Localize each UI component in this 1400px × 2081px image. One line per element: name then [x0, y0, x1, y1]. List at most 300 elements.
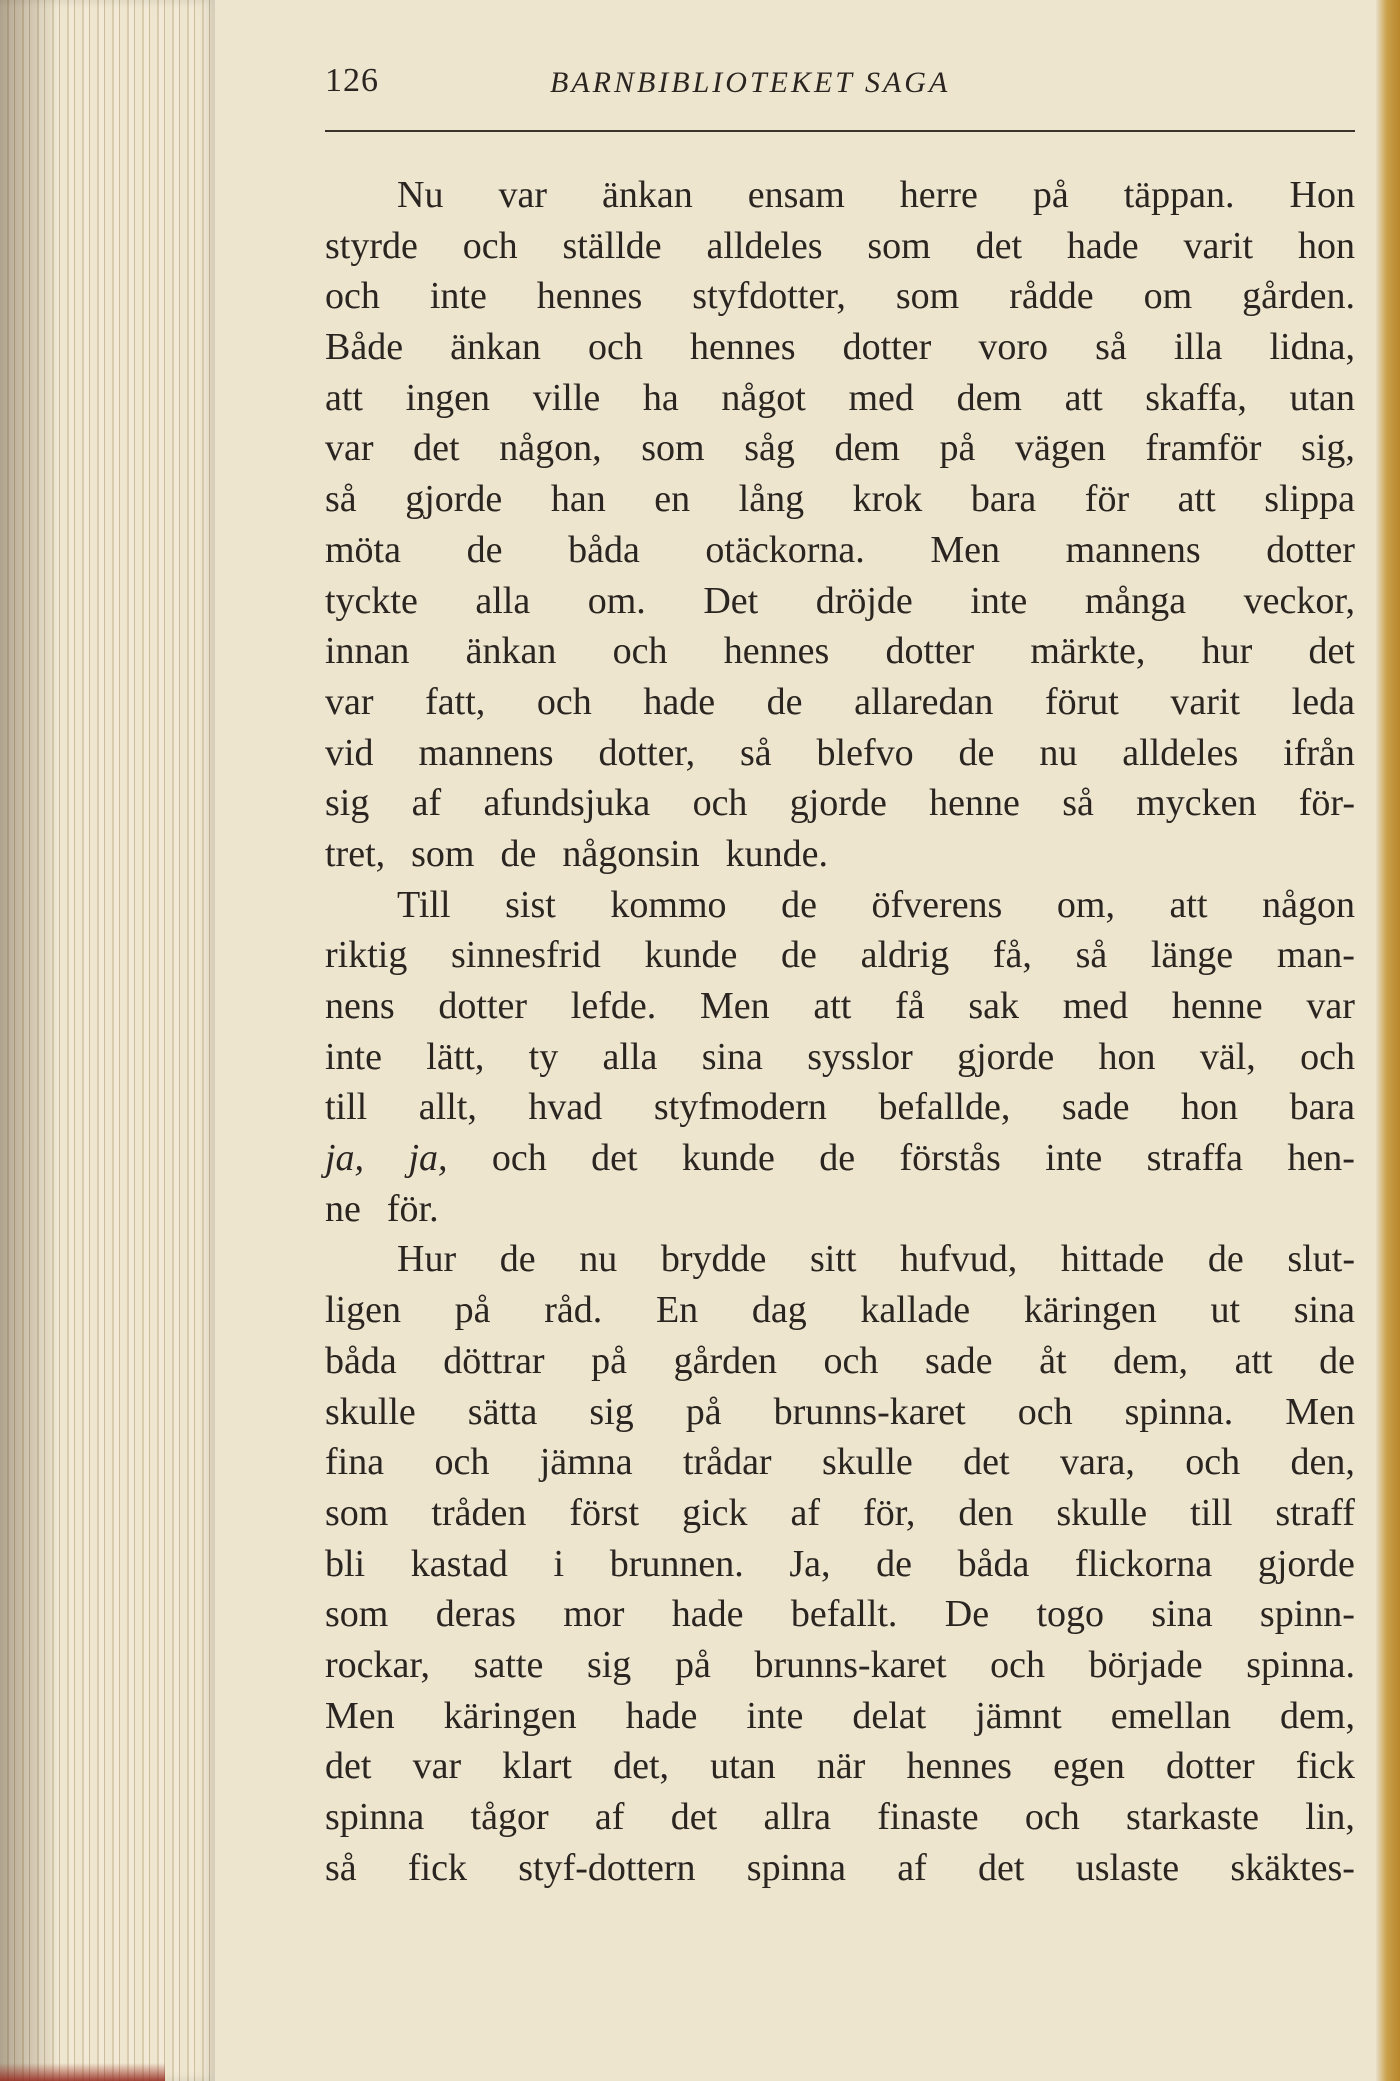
text-line: [325, 1843, 1355, 1894]
word: att: [325, 376, 363, 419]
word: att: [1234, 1339, 1273, 1382]
word: änkan: [465, 630, 557, 673]
text-line: [325, 1082, 1355, 1133]
word: fatt,: [425, 680, 486, 723]
word: voro: [978, 326, 1048, 369]
word: de: [1207, 1238, 1244, 1281]
word: på: [591, 1339, 628, 1382]
word: alldeles: [1122, 731, 1239, 774]
word: allaredan: [854, 680, 994, 723]
word: hufvud,: [900, 1238, 1018, 1281]
word: finaste: [877, 1796, 979, 1838]
word: de: [819, 1137, 856, 1180]
word: hon: [1098, 1035, 1156, 1078]
word: det: [1308, 630, 1355, 673]
text-line: [325, 1336, 1355, 1387]
word: det: [591, 1137, 638, 1180]
book-page: [215, 0, 1376, 2081]
word: inte: [746, 1694, 804, 1737]
word: spinn-: [1259, 1593, 1355, 1636]
word: såg: [744, 427, 795, 470]
text-line: [325, 474, 1355, 525]
gilt-page-edge: [1376, 0, 1400, 2081]
word: och: [823, 1339, 879, 1382]
word: öfverens: [871, 883, 1003, 926]
word: på: [454, 1289, 491, 1332]
word: fick: [407, 1846, 467, 1889]
word: Men: [1285, 1390, 1355, 1433]
word: lång: [738, 478, 805, 521]
word: emellan: [1110, 1694, 1232, 1737]
word: när: [816, 1745, 866, 1788]
word: inte: [970, 579, 1028, 622]
word: sig,: [1301, 427, 1355, 470]
word: utan: [710, 1745, 776, 1788]
word: de: [499, 1238, 536, 1281]
text-line: [325, 170, 1355, 221]
word: allt,: [418, 1086, 477, 1129]
word: kallade: [860, 1289, 971, 1332]
word: En: [655, 1289, 699, 1332]
stacked-page-edges: [0, 0, 215, 2081]
word: Till: [397, 883, 451, 926]
word: och: [491, 1137, 547, 1180]
word: allra: [763, 1796, 831, 1838]
word: alla: [602, 1035, 658, 1078]
word: de: [466, 528, 503, 571]
word: och: [990, 1643, 1046, 1686]
word: för: [1084, 478, 1130, 521]
word: dotter,: [598, 731, 696, 774]
word: leda: [1291, 680, 1355, 723]
word: ingen: [405, 376, 491, 419]
word: på: [939, 427, 976, 470]
word: att: [1177, 478, 1216, 521]
text-line: [325, 677, 1355, 728]
word: nu: [1039, 731, 1078, 774]
word: sig: [589, 1390, 634, 1433]
word: han: [550, 478, 606, 521]
word: som: [325, 1593, 389, 1636]
word: hvad: [528, 1086, 603, 1129]
word: och: [612, 630, 668, 673]
word: hennes: [536, 275, 643, 318]
word: sade: [1061, 1086, 1130, 1129]
word: och: [462, 224, 518, 267]
word: ifrån: [1283, 731, 1355, 774]
word: ensam: [747, 174, 845, 216]
word: delat: [852, 1694, 927, 1737]
word: många: [1084, 579, 1187, 622]
word: var: [498, 174, 547, 216]
word: döttrar: [443, 1339, 545, 1382]
word: och: [1300, 1035, 1355, 1078]
word: som: [641, 427, 705, 470]
word: hon: [1181, 1086, 1239, 1129]
word: Nu: [397, 174, 444, 216]
word: brunns-karet: [754, 1643, 947, 1686]
word: märkte,: [1030, 630, 1146, 673]
word: så: [1062, 782, 1094, 825]
word: deras: [435, 1593, 516, 1636]
word: som: [411, 832, 475, 875]
word: otäckorna.: [705, 528, 865, 571]
word: Hon: [1289, 174, 1355, 216]
word: innan: [325, 630, 410, 673]
word: styrde: [325, 224, 418, 267]
text-line: [325, 1792, 1355, 1843]
word: dotter: [885, 630, 975, 673]
text-line: [325, 576, 1355, 627]
word: det: [413, 427, 460, 470]
word: täppan.: [1123, 174, 1235, 216]
word: straffa: [1146, 1137, 1243, 1180]
word: spinna: [325, 1796, 425, 1838]
word: sysslor: [807, 1035, 913, 1078]
text-line: [325, 221, 1355, 272]
word: Men: [699, 985, 770, 1027]
word: fina: [325, 1441, 385, 1484]
word: lätt,: [426, 1035, 485, 1078]
word: tråden: [431, 1491, 527, 1534]
word: änkan: [601, 174, 693, 216]
word: möta: [325, 528, 401, 571]
word: satte: [473, 1643, 544, 1686]
word: bara: [970, 478, 1037, 521]
word: ligen: [325, 1289, 401, 1332]
word: hennes: [906, 1745, 1012, 1788]
word: ha: [642, 376, 679, 419]
word: gården.: [1242, 275, 1355, 318]
word: kastad: [410, 1542, 508, 1585]
word: få,: [992, 934, 1032, 977]
word: för,: [863, 1491, 916, 1534]
word: var: [412, 1745, 462, 1788]
word: om: [1143, 275, 1193, 318]
header-rule: [325, 130, 1355, 132]
word: nu: [579, 1238, 618, 1281]
word: varit: [1183, 224, 1254, 267]
word: illa: [1173, 326, 1223, 369]
text-line: [325, 880, 1355, 931]
word: dröjde: [815, 579, 913, 622]
word: var: [325, 680, 374, 723]
word: de: [876, 1542, 913, 1585]
word: båda: [325, 1339, 397, 1382]
text-line: [325, 1285, 1355, 1336]
word: flickorna: [1075, 1542, 1213, 1585]
word: hittade: [1060, 1238, 1165, 1281]
word: de: [781, 883, 817, 926]
word: sig: [586, 1643, 632, 1686]
word: lidna,: [1269, 326, 1355, 369]
word: skulle: [1056, 1491, 1148, 1534]
text-line: [325, 981, 1355, 1032]
word: och: [1024, 1796, 1080, 1838]
word: framför: [1145, 427, 1262, 470]
text-line: [325, 423, 1355, 474]
word: afundsjuka: [483, 782, 651, 825]
word: och: [536, 680, 592, 723]
word: sina: [1151, 1593, 1213, 1636]
word: kommo: [610, 883, 727, 926]
word: de: [958, 731, 995, 774]
text-line: [325, 1032, 1355, 1083]
text-line: [325, 525, 1355, 576]
text-line: [325, 626, 1355, 677]
word: den: [958, 1491, 1014, 1534]
word: skäktes-: [1230, 1846, 1355, 1889]
word: sätta: [467, 1390, 538, 1433]
word: hennes: [689, 326, 796, 369]
word: utan: [1289, 376, 1355, 419]
word: på: [1032, 174, 1069, 216]
word: väl,: [1199, 1035, 1256, 1078]
word: skulle: [325, 1390, 416, 1433]
word: riktig: [325, 934, 408, 977]
word: henne: [1171, 985, 1263, 1027]
text-line: [325, 373, 1355, 424]
word: dotter: [1266, 528, 1355, 571]
word: spinna.: [1124, 1390, 1234, 1433]
word: med: [848, 376, 914, 419]
word: dotter: [438, 985, 528, 1027]
word: till: [1190, 1491, 1233, 1534]
word: sitt: [810, 1238, 857, 1281]
word: lin,: [1305, 1796, 1355, 1838]
word: vägen: [1015, 427, 1106, 470]
word: i: [553, 1542, 565, 1585]
word: dotter: [1166, 1745, 1255, 1788]
word: spinna.: [1246, 1643, 1355, 1686]
word: började: [1088, 1643, 1203, 1686]
word: så: [325, 478, 357, 521]
word: gården: [673, 1339, 777, 1382]
text-line: [325, 1589, 1355, 1640]
word: så: [1075, 934, 1108, 977]
word: blefvo: [816, 731, 914, 774]
word: till: [325, 1086, 368, 1129]
word: brunnen.: [609, 1542, 744, 1585]
word: en: [654, 478, 691, 521]
word: få: [895, 985, 925, 1027]
word: någon,: [499, 427, 602, 470]
text-line: [325, 1184, 1355, 1235]
word: ville: [532, 376, 601, 419]
text-line: [325, 930, 1355, 981]
word: dem,: [1280, 1694, 1355, 1737]
word: som: [325, 1491, 389, 1534]
word: ja,: [325, 1137, 365, 1180]
word: så: [325, 1846, 357, 1889]
word: sina: [1293, 1289, 1355, 1332]
word: råd.: [544, 1289, 603, 1332]
word: ne: [325, 1187, 361, 1230]
word: dem: [956, 376, 1022, 419]
text-line: [325, 1437, 1355, 1488]
word: var: [325, 427, 374, 470]
word: och: [692, 782, 748, 825]
word: uslaste: [1075, 1846, 1180, 1889]
word: kunde.: [725, 832, 828, 875]
page-number: 126: [325, 62, 379, 99]
word: skaffa,: [1145, 376, 1247, 419]
word: någon: [1262, 883, 1355, 926]
word: någonsin: [562, 832, 700, 875]
word: styf-dottern: [518, 1846, 696, 1889]
word: och: [1185, 1441, 1241, 1484]
word: som: [895, 275, 960, 318]
word: bli: [325, 1542, 366, 1585]
word: hade: [625, 1694, 698, 1737]
word: något: [721, 376, 806, 419]
text-line: [325, 1133, 1355, 1184]
word: först: [569, 1491, 640, 1534]
word: klart: [502, 1745, 572, 1788]
word: gjorde: [405, 478, 503, 521]
text-line: [325, 728, 1355, 779]
word: Men: [325, 1694, 395, 1737]
word: sinnesfrid: [450, 934, 601, 977]
text-line: [325, 1691, 1355, 1742]
word: man-: [1276, 934, 1355, 977]
word: den,: [1290, 1441, 1355, 1484]
word: dag: [751, 1289, 807, 1332]
word: dem: [834, 427, 900, 470]
word: jämna: [539, 1441, 633, 1484]
word: trådar: [682, 1441, 772, 1484]
word: mycken: [1136, 782, 1257, 825]
word: straff: [1275, 1491, 1355, 1534]
word: och: [1017, 1390, 1073, 1433]
word: och: [325, 275, 380, 318]
word: om.: [587, 579, 646, 622]
word: på: [674, 1643, 711, 1686]
word: käringen: [1023, 1289, 1157, 1332]
word: varit: [1170, 680, 1241, 723]
word: de: [781, 934, 817, 977]
text-line: [325, 1539, 1355, 1590]
text-line: [325, 829, 1355, 880]
word: styfdotter,: [692, 275, 846, 318]
word: hennes: [723, 630, 830, 673]
word: att: [813, 985, 852, 1027]
word: änkan: [450, 326, 541, 369]
word: hur: [1201, 630, 1253, 673]
word: Men: [930, 528, 1000, 571]
word: af: [594, 1796, 625, 1838]
word: hade: [643, 680, 716, 723]
word: skulle: [821, 1441, 913, 1484]
word: inte: [1045, 1137, 1103, 1180]
word: det: [975, 224, 1023, 267]
text-line: [325, 1488, 1355, 1539]
word: förstås: [899, 1137, 1001, 1180]
word: så: [739, 731, 772, 774]
word: hade: [1066, 224, 1139, 267]
word: sak: [968, 985, 1019, 1027]
word: kunde: [644, 934, 738, 977]
word: mannens: [1065, 528, 1201, 571]
word: det: [978, 1846, 1025, 1889]
word: dotter: [842, 326, 932, 369]
word: åt: [1039, 1339, 1067, 1382]
word: sina: [701, 1035, 763, 1078]
text-line: [325, 322, 1355, 373]
word: att: [1064, 376, 1103, 419]
word: tyckte: [325, 579, 418, 622]
word: gjorde: [789, 782, 887, 825]
word: nens: [325, 985, 395, 1027]
word: aldrig: [860, 934, 950, 977]
word: mannens: [418, 731, 554, 774]
word: Hur: [397, 1238, 457, 1281]
word: togo: [1036, 1593, 1104, 1636]
body-text: [325, 170, 1355, 1893]
word: Både: [325, 326, 404, 369]
word: brunns-karet: [773, 1390, 966, 1433]
word: krok: [852, 478, 923, 521]
word: af: [790, 1491, 821, 1534]
word: förut: [1044, 680, 1119, 723]
word: sig: [325, 782, 370, 825]
word: tågor: [470, 1796, 549, 1838]
word: af: [897, 1846, 927, 1889]
text-line: [325, 778, 1355, 829]
page-header: [325, 62, 1365, 122]
word: inte: [325, 1035, 382, 1078]
word: jämnt: [975, 1694, 1062, 1737]
word: starkaste: [1126, 1796, 1259, 1838]
text-line: [325, 271, 1355, 322]
word: det: [963, 1441, 1010, 1484]
word: dem,: [1113, 1339, 1189, 1382]
word: och: [434, 1441, 490, 1484]
word: om,: [1056, 883, 1115, 926]
word: de: [766, 680, 803, 723]
word: lefde.: [570, 985, 657, 1027]
word: slippa: [1264, 478, 1355, 521]
word: De: [944, 1593, 990, 1636]
text-line: [325, 1234, 1355, 1285]
word: slut-: [1287, 1238, 1355, 1281]
red-page-edge: [0, 2063, 165, 2081]
word: Det: [703, 579, 759, 622]
word: länge: [1150, 934, 1234, 977]
word: käringen: [443, 1694, 577, 1737]
word: var: [1306, 985, 1355, 1027]
word: rådde: [1009, 275, 1094, 318]
word: det: [325, 1745, 372, 1788]
word: ut: [1210, 1289, 1241, 1332]
word: och: [588, 326, 643, 369]
word: spinna: [746, 1846, 846, 1889]
text-line: [325, 1387, 1355, 1438]
word: som: [867, 224, 931, 267]
word: alla: [475, 579, 531, 622]
word: för.: [386, 1187, 439, 1230]
word: befallt.: [790, 1593, 898, 1636]
word: de: [1319, 1339, 1355, 1382]
word: mor: [563, 1593, 625, 1636]
text-line: [325, 1640, 1355, 1691]
word: veckor,: [1243, 579, 1355, 622]
word: befallde,: [878, 1086, 1011, 1129]
word: kunde: [682, 1137, 775, 1180]
word: det: [670, 1796, 718, 1838]
word: hen-: [1287, 1137, 1355, 1180]
word: sade: [924, 1339, 993, 1382]
